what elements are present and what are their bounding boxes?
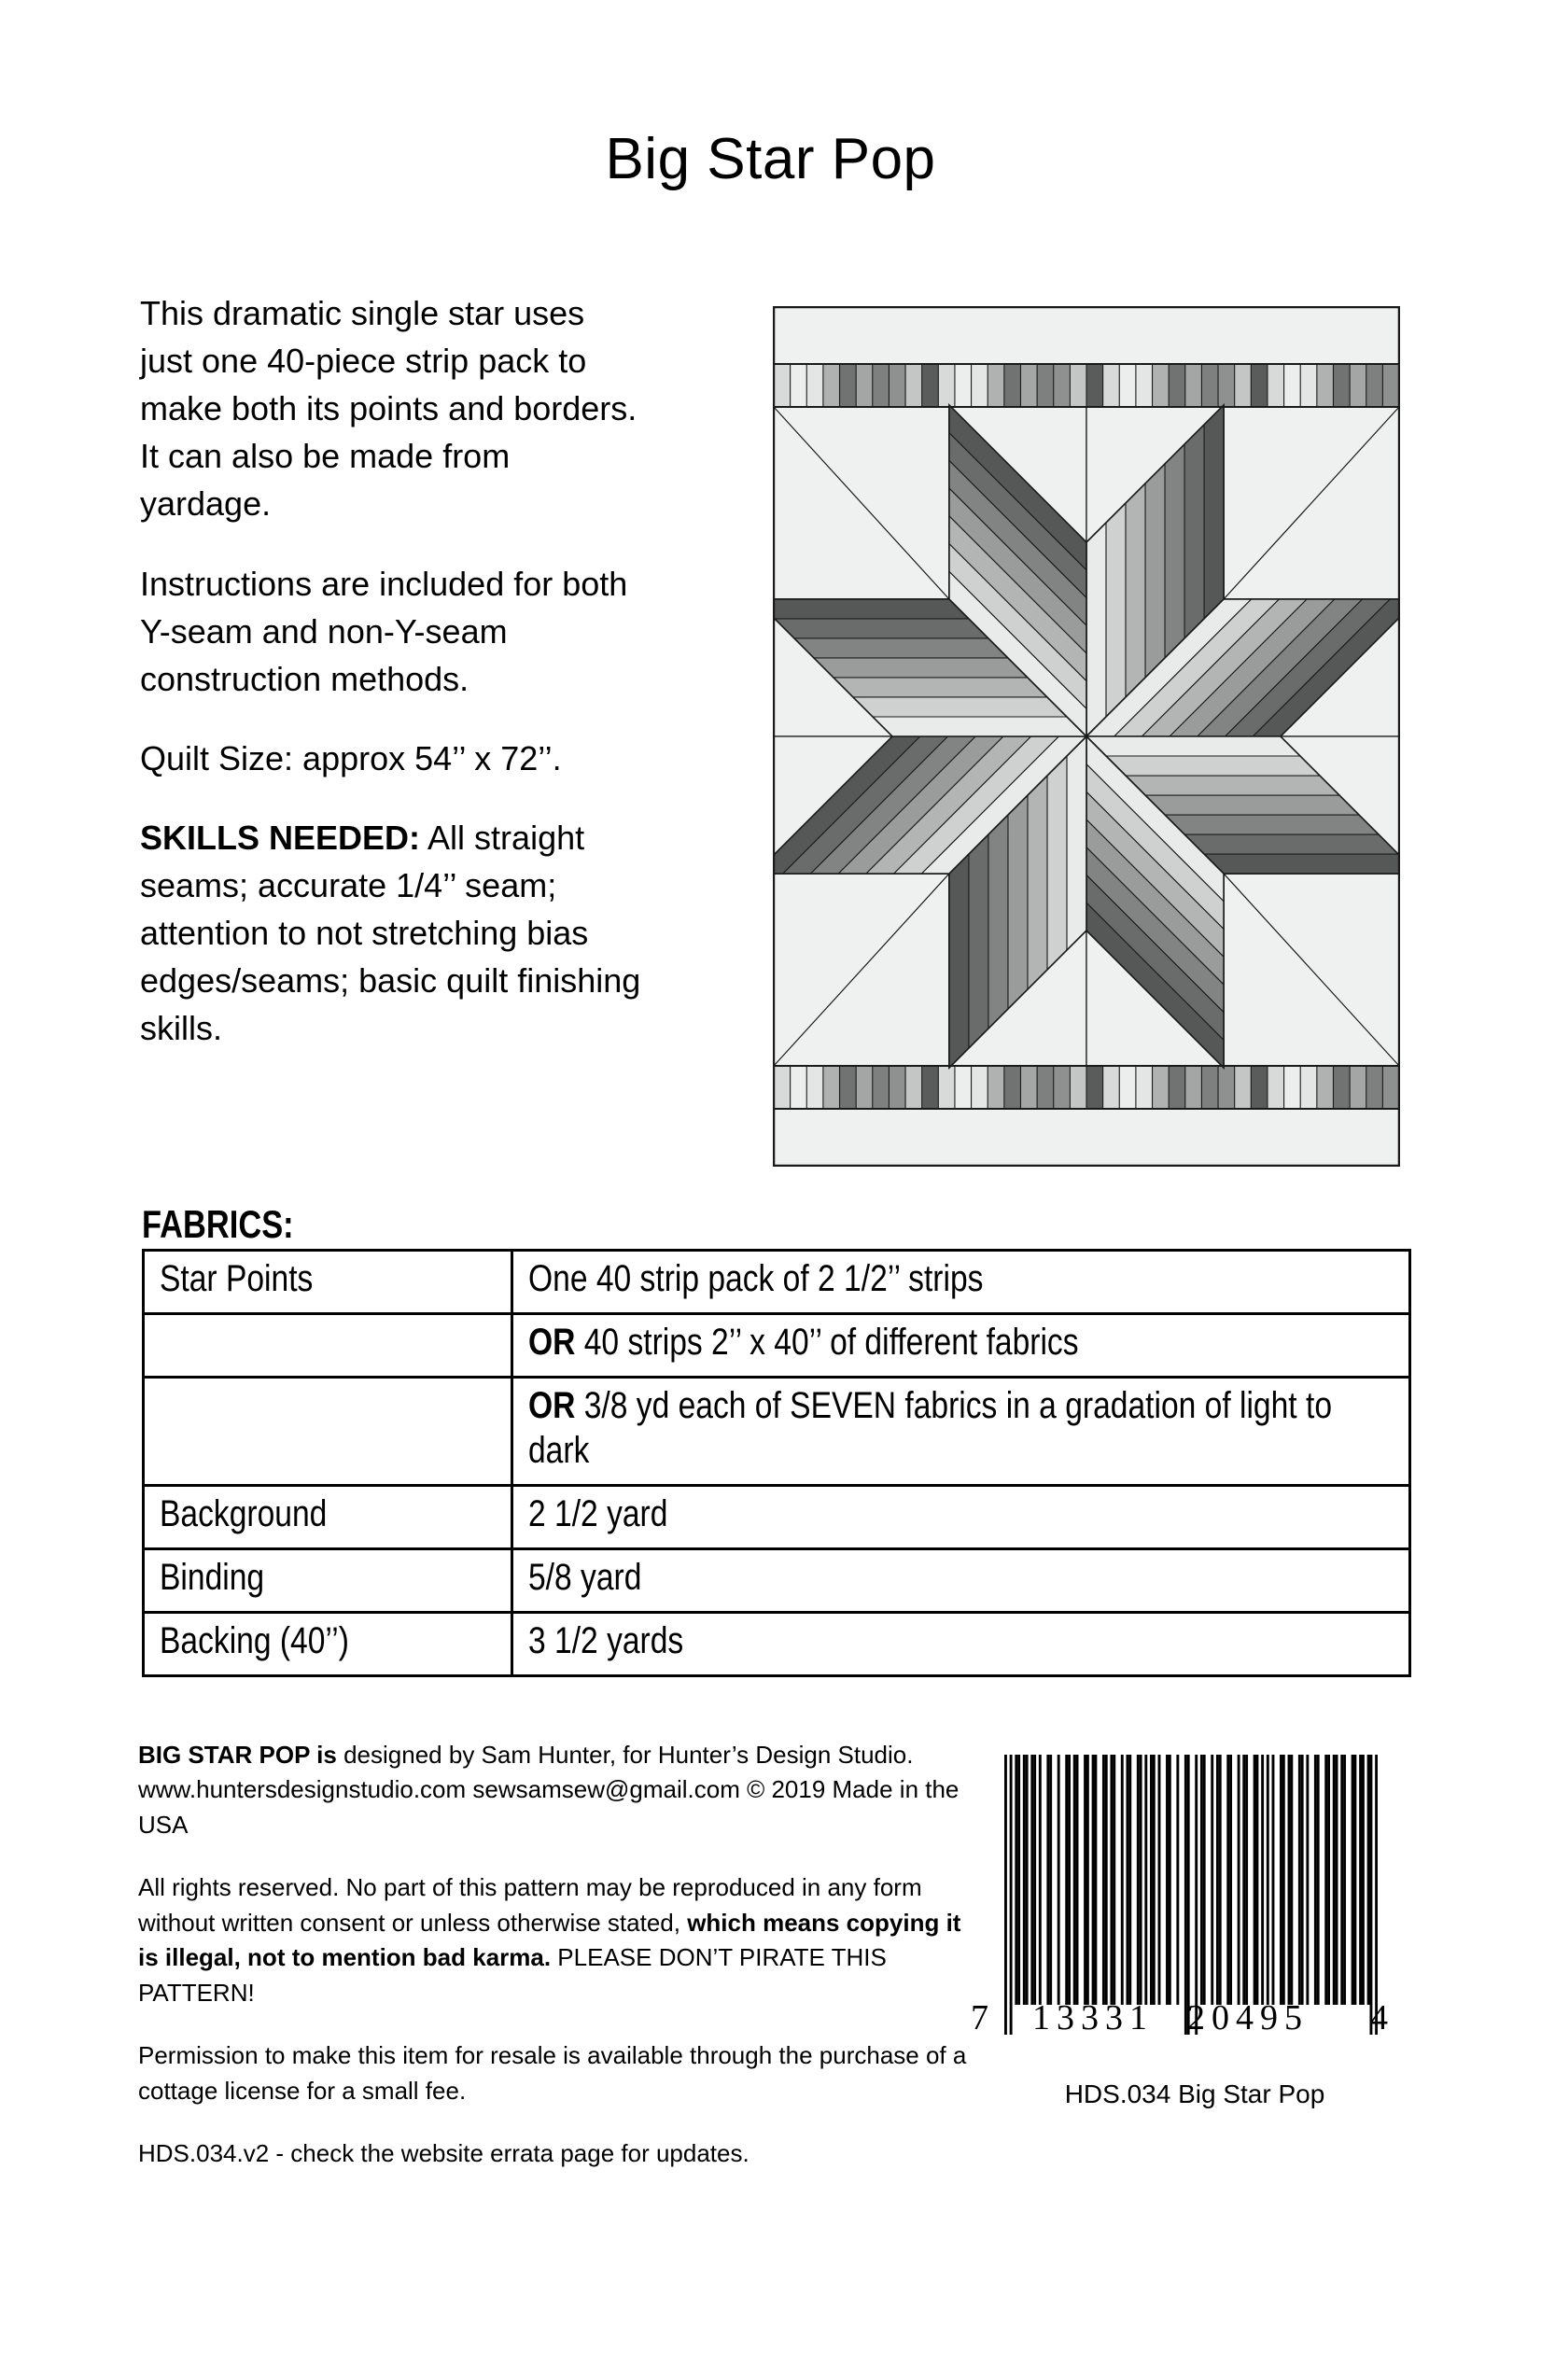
value-text: 40 strips 2’’ x 40’’ of different fabrics [575, 1322, 1079, 1364]
resale-paragraph: Permission to make this item for resale is available through the purchase of a cottage license for a small fee. [138, 2041, 967, 2105]
credit-paragraph [138, 1738, 978, 1842]
table-cell-label: Background [144, 1485, 512, 1548]
footer-text-block [138, 1738, 978, 2171]
table-row [144, 1251, 1410, 1314]
table-cell-value [512, 1378, 1410, 1485]
quilt-diagram [773, 306, 1400, 1167]
intro-text-column [140, 289, 644, 1053]
skills-needed-label: SKILLS NEEDED: [140, 818, 421, 857]
table-cell-value [512, 1548, 1410, 1612]
barcode-group-2: 20495 [1187, 1998, 1309, 2037]
fabrics-table [142, 1249, 1411, 1677]
barcode-image [1004, 1755, 1378, 2035]
barcode-left-digit: 7 [971, 1998, 988, 2037]
table-cell-value [512, 1485, 1410, 1548]
intro-paragraph-2: Instructions are included for both Y-seam and non-Y-seam construction methods. [140, 564, 628, 698]
table-row [144, 1613, 1410, 1676]
value-bold: OR [528, 1322, 576, 1364]
quilt-size-paragraph: Quilt Size: approx 54’’ x 72’’. [140, 738, 562, 777]
barcode-group-1: 13331 [1032, 1998, 1154, 2037]
table-row [144, 1548, 1410, 1612]
page-title: Big Star Pop [605, 127, 936, 191]
value-text: 3/8 yd each of SEVEN fabrics in a gradation of light to dark [528, 1385, 1332, 1471]
table-cell-value [512, 1314, 1410, 1378]
table-cell-label [144, 1314, 512, 1378]
rights-bold: which means copying it is illegal, not to mention bad karma. [138, 1908, 961, 1972]
table-cell-label: Backing (40’’) [144, 1613, 512, 1676]
rights-paragraph [138, 1870, 978, 2010]
table-cell-label: Star Points [144, 1251, 512, 1314]
barcode-caption: HDS.034 Big Star Pop [1064, 2079, 1325, 2108]
table-cell-label [144, 1378, 512, 1485]
table-cell-label: Binding [144, 1548, 512, 1612]
value-text: One 40 strip pack of 2 1/2’’ strips [528, 1258, 984, 1299]
rights-caps: PLEASE DON’T PIRATE THIS PATTERN! [138, 1943, 887, 2007]
barcode-digits [971, 1995, 1419, 2038]
credit-text: designed by Sam Hunter, for Hunter’s Design Studio. www.huntersdesignstudio.com sewsamsew@gmail.com © 2019 Made in the USA [138, 1741, 960, 1839]
quilt-illustration [773, 306, 1400, 1167]
barcode-block [971, 1755, 1419, 2109]
rights-text: All rights reserved. No part of this pattern may be reproduced in any form without written consent or unless otherwise stated, [138, 1873, 922, 1937]
version-paragraph: HDS.034.v2 - check the website errata page for updates. [138, 2138, 749, 2167]
barcode-right-digit: 4 [1370, 1998, 1388, 2037]
intro-paragraph-1: This dramatic single star uses just one 40-piece strip pack to make both its points and borders. It can also be made from yardage. [140, 294, 637, 524]
value-text: 3 1/2 yards [528, 1620, 684, 1662]
table-row [144, 1485, 1410, 1548]
fabrics-heading: FABRICS: [142, 1202, 294, 1246]
skills-needed-paragraph [140, 814, 644, 1053]
table-row [144, 1314, 1410, 1378]
table-cell-value [512, 1251, 1410, 1314]
table-cell-value [512, 1613, 1410, 1676]
table-row [144, 1378, 1410, 1485]
value-text: 5/8 yard [528, 1556, 642, 1598]
value-text: 2 1/2 yard [528, 1492, 668, 1534]
value-bold: OR [528, 1385, 576, 1427]
skills-needed-text: All straight seams; accurate 1/4’’ seam; attention to not stretching bias edges/seams; basic quilt finishing skills. [140, 818, 641, 1048]
credit-bold: BIG STAR POP is [138, 1741, 337, 1769]
